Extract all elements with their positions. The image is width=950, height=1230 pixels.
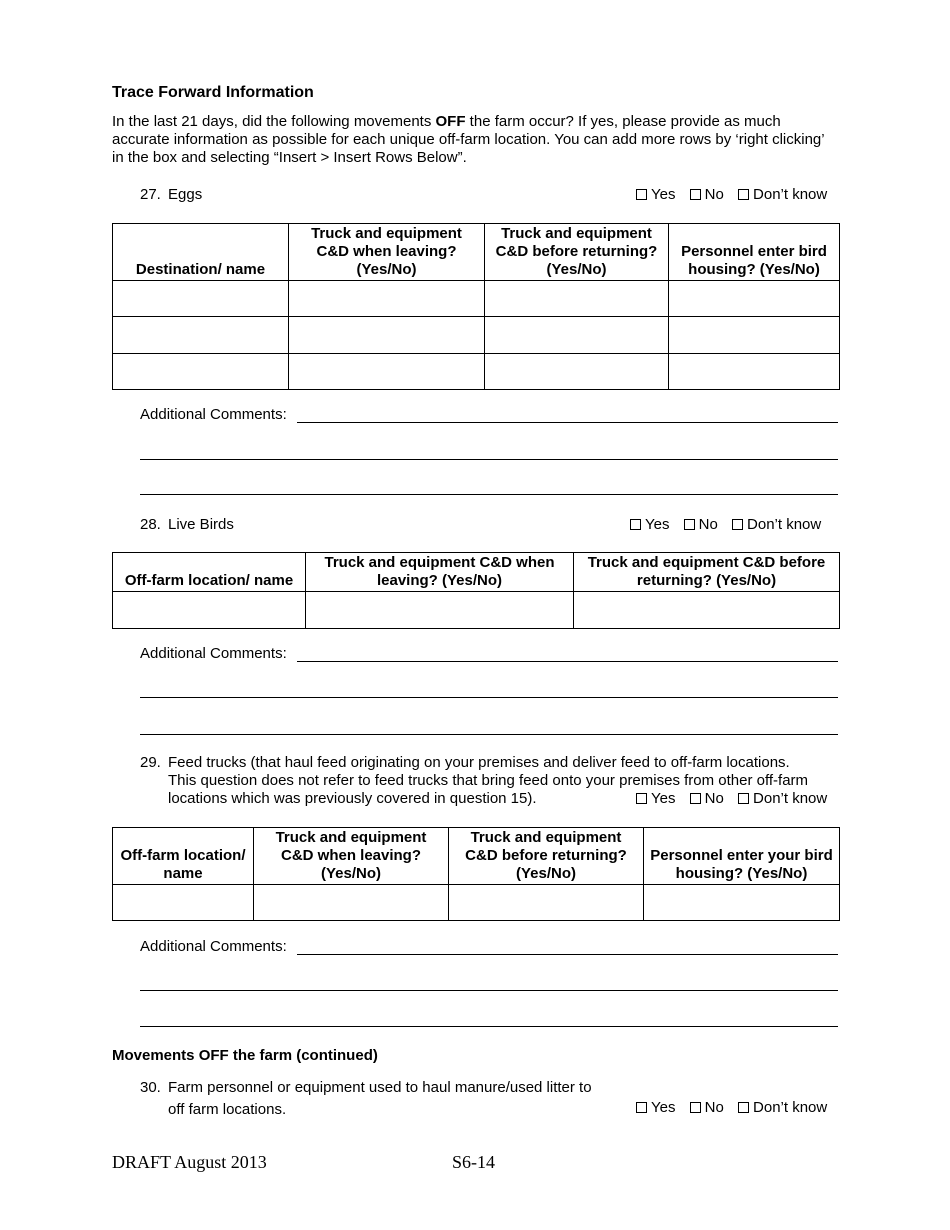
- q29-table: [112, 827, 840, 921]
- q30-line2: off farm locations.: [168, 1101, 287, 1118]
- table-cell[interactable]: [254, 885, 449, 921]
- table-row: [113, 592, 840, 629]
- q28-no-option[interactable]: No: [684, 516, 718, 533]
- table-header: Destination/ name: [113, 224, 289, 281]
- table-cell[interactable]: [113, 592, 306, 629]
- q29-comments-label: Additional Comments:: [140, 938, 287, 955]
- table-header: Truck and equipment C&D before returning? (Yes/No): [574, 553, 840, 592]
- q30-number: 30.: [140, 1079, 161, 1096]
- table-cell[interactable]: [485, 281, 669, 317]
- intro-part2: the farm occur? If yes, please provide as much accurate information as possible for each unique off-farm location. You can add more rows by ‘right clicking’ in the box and selecting “Insert > Insert Rows Below”.: [112, 113, 825, 166]
- table-header: Off-farm location/ name: [113, 828, 254, 885]
- q28-yes-option[interactable]: Yes: [630, 516, 669, 533]
- intro-paragraph: [112, 113, 832, 167]
- table-cell[interactable]: [289, 281, 485, 317]
- q27-number: 27.: [140, 186, 161, 203]
- q30-label: [140, 1077, 592, 1121]
- q28-comment-line[interactable]: [140, 734, 838, 735]
- q28-comment-line[interactable]: [140, 697, 838, 698]
- subsection-title: Movements OFF the farm (continued): [112, 1047, 378, 1064]
- q29-dont-know-option[interactable]: Don’t know: [738, 790, 827, 807]
- table-header-row: [113, 828, 840, 885]
- q29-comment-line[interactable]: [140, 990, 838, 991]
- checkbox-icon[interactable]: [636, 1102, 647, 1113]
- table-cell[interactable]: [669, 317, 840, 354]
- q27-text: Eggs: [168, 186, 203, 203]
- table-header: Truck and equipment C&D when leaving? (Yes/No): [306, 553, 574, 592]
- checkbox-icon[interactable]: [636, 189, 647, 200]
- q28-options: [630, 516, 821, 534]
- table-header: Truck and equipment C&D when leaving? (Yes/No): [289, 224, 485, 281]
- table-header: Off-farm location/ name: [113, 553, 306, 592]
- q30-options: [636, 1099, 827, 1117]
- q27-no-option[interactable]: No: [690, 186, 724, 203]
- q29-comment-line[interactable]: [140, 1026, 838, 1027]
- checkbox-icon[interactable]: [690, 793, 701, 804]
- q29-number: 29.: [140, 754, 161, 771]
- q27-comments-label: Additional Comments:: [140, 406, 287, 423]
- checkbox-icon[interactable]: [738, 793, 749, 804]
- table-cell[interactable]: [449, 885, 644, 921]
- checkbox-icon[interactable]: [684, 519, 695, 530]
- q30-dont-know-option[interactable]: Don’t know: [738, 1099, 827, 1116]
- table-cell[interactable]: [113, 354, 289, 390]
- table-header: Personnel enter bird housing? (Yes/No): [669, 224, 840, 281]
- table-row: [113, 885, 840, 921]
- table-row: [113, 354, 840, 390]
- section-title: Trace Forward Information: [112, 84, 314, 101]
- table-cell[interactable]: [644, 885, 840, 921]
- table-header: Truck and equipment C&D before returning? (Yes/No): [449, 828, 644, 885]
- q28-comment-line[interactable]: [297, 661, 838, 662]
- q30-line1: Farm personnel or equipment used to haul manure/used litter to: [168, 1079, 592, 1096]
- intro-bold: OFF: [435, 113, 466, 130]
- footer-page-number: S6-14: [452, 1152, 496, 1172]
- q28-table: [112, 552, 840, 629]
- table-header-row: [113, 224, 840, 281]
- q27-table: [112, 223, 840, 390]
- checkbox-icon[interactable]: [630, 519, 641, 530]
- table-row: [113, 317, 840, 354]
- checkbox-icon[interactable]: [738, 189, 749, 200]
- q29-line1: Feed trucks (that haul feed originating on your premises and deliver feed to off-farm locations.: [168, 754, 790, 771]
- q29-yes-option[interactable]: Yes: [636, 790, 675, 807]
- q27-yes-option[interactable]: Yes: [636, 186, 675, 203]
- q27-comment-line[interactable]: [297, 422, 838, 423]
- intro-part1: In the last 21 days, did the following movements: [112, 113, 436, 130]
- q28-dont-know-option[interactable]: Don’t know: [732, 516, 821, 533]
- table-cell[interactable]: [113, 885, 254, 921]
- table-cell[interactable]: [113, 281, 289, 317]
- q28-label: [140, 516, 234, 534]
- table-cell[interactable]: [574, 592, 840, 629]
- q28-text: Live Birds: [168, 516, 234, 533]
- q29-options: [636, 790, 827, 808]
- footer-draft: DRAFT August 2013: [112, 1152, 267, 1172]
- checkbox-icon[interactable]: [732, 519, 743, 530]
- table-header: Truck and equipment C&D when leaving? (Yes/No): [254, 828, 449, 885]
- table-cell[interactable]: [669, 354, 840, 390]
- table-cell[interactable]: [306, 592, 574, 629]
- table-header: Personnel enter your bird housing? (Yes/No): [644, 828, 840, 885]
- table-cell[interactable]: [669, 281, 840, 317]
- q28-number: 28.: [140, 516, 161, 533]
- q27-options: [636, 186, 827, 204]
- table-row: [113, 281, 840, 317]
- checkbox-icon[interactable]: [690, 189, 701, 200]
- table-cell[interactable]: [289, 317, 485, 354]
- q28-comments-label: Additional Comments:: [140, 645, 287, 662]
- q30-no-option[interactable]: No: [690, 1099, 724, 1116]
- table-cell[interactable]: [289, 354, 485, 390]
- table-cell[interactable]: [485, 317, 669, 354]
- q30-yes-option[interactable]: Yes: [636, 1099, 675, 1116]
- table-header-row: [113, 553, 840, 592]
- table-cell[interactable]: [485, 354, 669, 390]
- checkbox-icon[interactable]: [690, 1102, 701, 1113]
- q27-comment-line[interactable]: [140, 459, 838, 460]
- q29-no-option[interactable]: No: [690, 790, 724, 807]
- q27-dont-know-option[interactable]: Don’t know: [738, 186, 827, 203]
- q29-comment-line[interactable]: [297, 954, 838, 955]
- table-cell[interactable]: [113, 317, 289, 354]
- q29-line3: locations which was previously covered in question 15).: [168, 790, 537, 807]
- checkbox-icon[interactable]: [738, 1102, 749, 1113]
- q29-line2: This question does not refer to feed trucks that bring feed onto your premises from other off-farm: [168, 772, 809, 789]
- checkbox-icon[interactable]: [636, 793, 647, 804]
- q27-label: [140, 186, 202, 204]
- q27-comment-line[interactable]: [140, 494, 838, 495]
- table-header: Truck and equipment C&D before returning? (Yes/No): [485, 224, 669, 281]
